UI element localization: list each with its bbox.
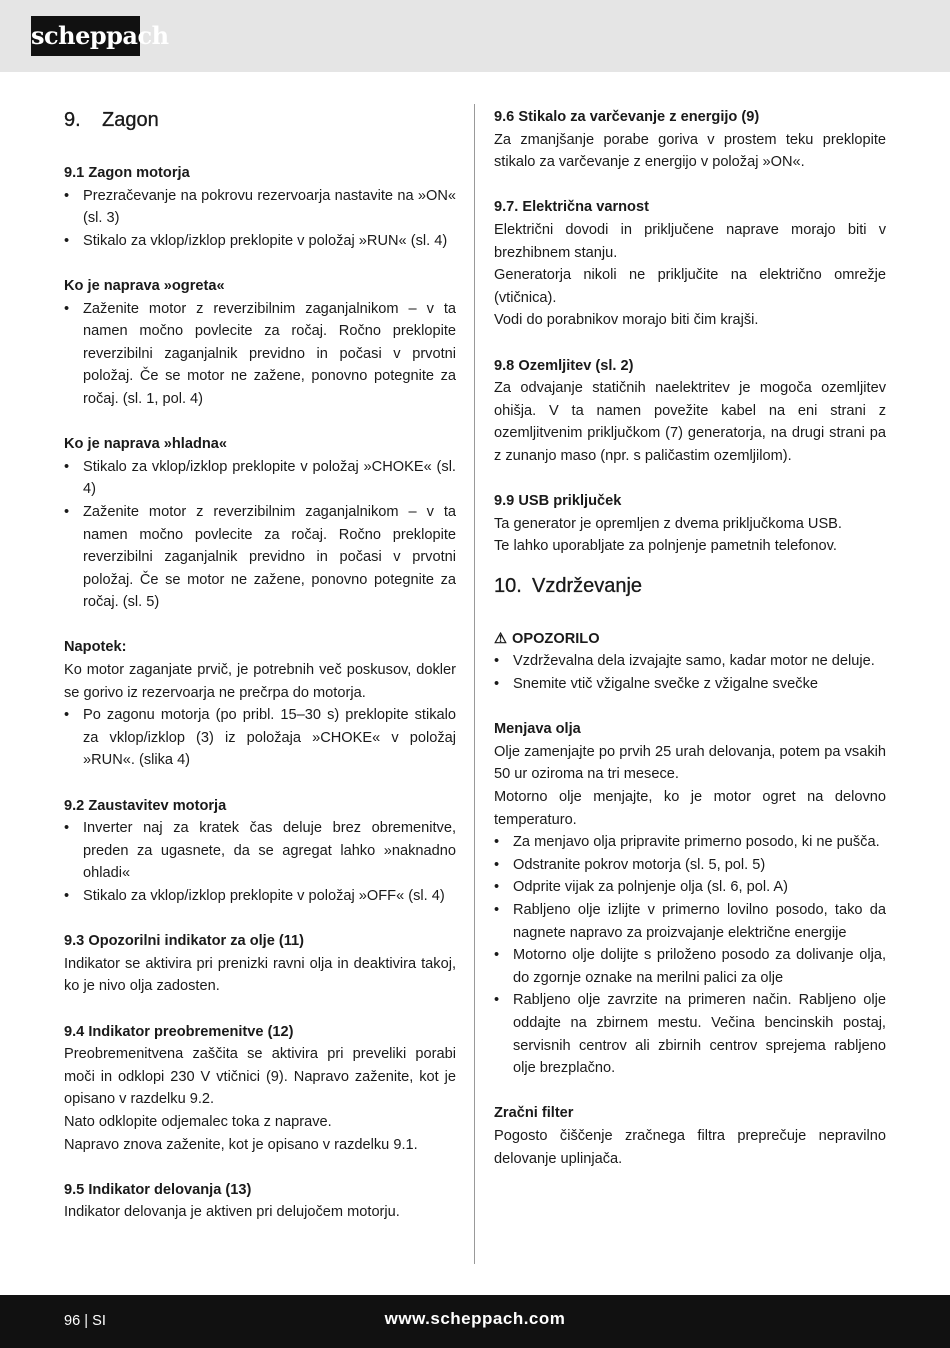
paragraph-9-9-b: Te lahko uporabljate za polnjenje pametnih telefonov. [494, 538, 837, 555]
list-9-2 [64, 817, 456, 907]
warning-title: ⚠ OPOZORILO [494, 628, 886, 651]
list-9-1 [64, 185, 456, 253]
list-item: • Inverter naj za kratek čas deluje brez obremenitve, preden za ugasnete, da se agregat lahko »naknadno ohladi« [64, 817, 456, 885]
subsection-title-9-3: 9.3 Opozorilni indikator za olje (11) [64, 933, 305, 950]
list-cold [64, 456, 456, 614]
subsection-title-9-8: 9.8 Ozemljitev (sl. 2) [494, 357, 634, 374]
column-divider [474, 104, 475, 1264]
list-item: • Zaženite motor z reverzibilnim zaganjalnikom – v ta namen močno povlecite za ročaj. Ročno preklopite reverzibilni zaganjalnik previdno in počasi v prvotni položaj. Če se motor ne zažene, ponovno potegnite za ročaj. (sl. 1, pol. 4) [64, 298, 456, 411]
paragraph-9-7-c: Vodi do porabnikov morajo biti čim krajši. [494, 312, 759, 329]
left-column [64, 106, 456, 1224]
list-item: • Odstranite pokrov motorja (sl. 5, pol. 5) [494, 854, 886, 877]
footer-bar [0, 1295, 950, 1348]
list-item: • Rabljeno olje izlijte v primerno lovilno posodo, tako da nagnete napravo za proizvajanje električne energije [494, 899, 886, 944]
subsection-title-9-9: 9.9 USB priključek [494, 493, 622, 510]
list-item: • Prezračevanje na pokrovu rezervoarja nastavite na »ON« (sl. 3) [64, 185, 456, 230]
warning-icon: ⚠ [494, 630, 508, 647]
note-title: Napotek: [64, 639, 127, 656]
list-item: • Rabljeno olje zavrzite na primeren način. Rabljeno olje oddajte na zbirnem mestu. Večina bencinskih postaj, servisnih centrov ali zbirnih centrov sprejema rabljeno olje brezplačno. [494, 989, 886, 1079]
paragraph-9-4-c: Napravo znova zaženite, kot je opisano v razdelku 9.1. [64, 1136, 418, 1153]
subsection-title-9-2: 9.2 Zaustavitev motorja [64, 797, 227, 814]
subsection-title-9-4: 9.4 Indikator preobremenitve (12) [64, 1023, 294, 1040]
list-item: • Snemite vtič vžigalne svečke z vžigalne svečke [494, 673, 886, 696]
paragraph-9-6: Za zmanjšanje porabe goriva v prostem teku preklopite stikalo za varčevanje z energijo v položaj »ON«. [494, 131, 886, 171]
list-item: • Stikalo za vklop/izklop preklopite v položaj »RUN« (sl. 4) [64, 230, 456, 253]
list-item: • Stikalo za vklop/izklop preklopite v položaj »OFF« (sl. 4) [64, 885, 456, 908]
header-bar [0, 0, 950, 72]
subsection-title-9-1: 9.1 Zagon motorja [64, 165, 190, 181]
subsection-title-oil: Menjava olja [494, 721, 581, 738]
paragraph-9-5: Indikator delovanja je aktiven pri delujočem motorju. [64, 1204, 400, 1221]
list-warning [494, 650, 886, 695]
list-item: • Vzdrževalna dela izvajajte samo, kadar motor ne deluje. [494, 650, 886, 673]
paragraph-9-8: Za odvajanje statičnih naelektritev je mogoča ozemljitev ohišja. V ta namen povežite kabel na eni strani z ozemljitvenim priključkom (7) generatorja, na drugi strani pa z zunanjo maso (npr. s paličastim ozemljilom). [494, 380, 886, 464]
list-item: • Za menjavo olja pripravite primerno posodo, ki ne pušča. [494, 831, 886, 854]
section-heading-9: 9. Zagon [64, 109, 159, 131]
paragraph-9-4-a: Preobremenitvena zaščita se aktivira pri preveliki porabi moči in odklopi 230 V vtičnici (9). Napravo zaženite, kot je opisano v razdelku 9.2. [64, 1046, 456, 1108]
list-warm [64, 298, 456, 411]
subsection-title-filter: Zračni filter [494, 1105, 574, 1122]
list-note [64, 704, 456, 772]
list-item: • Motorno olje dolijte s priloženo posodo za dolivanje olja, do zgornje oznake na merilni palici za olje [494, 944, 886, 989]
list-oil [494, 831, 886, 1080]
paragraph-9-3: Indikator se aktivira pri prenizki ravni olja in deaktivira takoj, ko je nivo olja zadosten. [64, 955, 456, 995]
paragraph-filter: Pogosto čiščenje zračnega filtra preprečuje nepravilno delovanje uplinjača. [494, 1127, 886, 1167]
list-item: • Odprite vijak za polnjenje olja (sl. 6, pol. A) [494, 876, 886, 899]
subsection-title-9-6: 9.6 Stikalo za varčevanje z energijo (9) [494, 109, 760, 125]
list-item: • Po zagonu motorja (po pribl. 15–30 s) preklopite stikalo za vklop/izklop (3) iz položaja »CHOKE« v položaj »RUN«. (slika 4) [64, 704, 456, 772]
note-text: Ko motor zaganjate prvič, je potrebnih več poskusov, dokler se gorivo iz rezervoarja ne prečrpa do motorja. [64, 662, 456, 701]
paragraph-oil-a: Olje zamenjajte po prvih 25 urah delovanja, potem pa vsakih 50 ur oziroma na tri mesece. [494, 743, 886, 783]
page-number: 96 | SI [64, 1313, 106, 1329]
brand-logo: scheppach [31, 16, 140, 56]
paragraph-9-4-b: Nato odklopite odjemalec toka z naprave. [64, 1113, 332, 1130]
paragraph-9-7-b: Generatorja nikoli ne priključite na električno omrežje (vtičnica). [494, 267, 886, 306]
subsection-title-9-5: 9.5 Indikator delovanja (13) [64, 1181, 252, 1198]
paragraph-oil-b: Motorno olje menjajte, ko je motor ogret na delovno temperaturo. [494, 789, 886, 828]
subsection-title-9-7: 9.7. Električna varnost [494, 199, 649, 216]
list-item: • Zaženite motor z reverzibilnim zaganjalnikom – v ta namen močno povlecite za ročaj. Ročno preklopite reverzibilni zaganjalnik previdno in počasi v prvotni položaj. Če se motor ne zažene, ponovno potegnite za ročaj. (sl. 5) [64, 501, 456, 614]
list-item: • Stikalo za vklop/izklop preklopite v položaj »CHOKE« (sl. 4) [64, 456, 456, 501]
section-heading-10: 10. Vzdrževanje [494, 574, 643, 597]
paragraph-9-7-a: Električni dovodi in priključene naprave morajo biti v brezhibnem stanju. [494, 221, 886, 261]
paragraph-9-9-a: Ta generator je opremljen z dvema priključkoma USB. [494, 515, 842, 532]
right-column [494, 106, 886, 1170]
subsection-title-cold: Ko je naprava »hladna« [64, 436, 228, 453]
footer-url: www.scheppach.com [384, 1309, 566, 1328]
subsection-title-warm: Ko je naprava »ogreta« [64, 277, 225, 294]
